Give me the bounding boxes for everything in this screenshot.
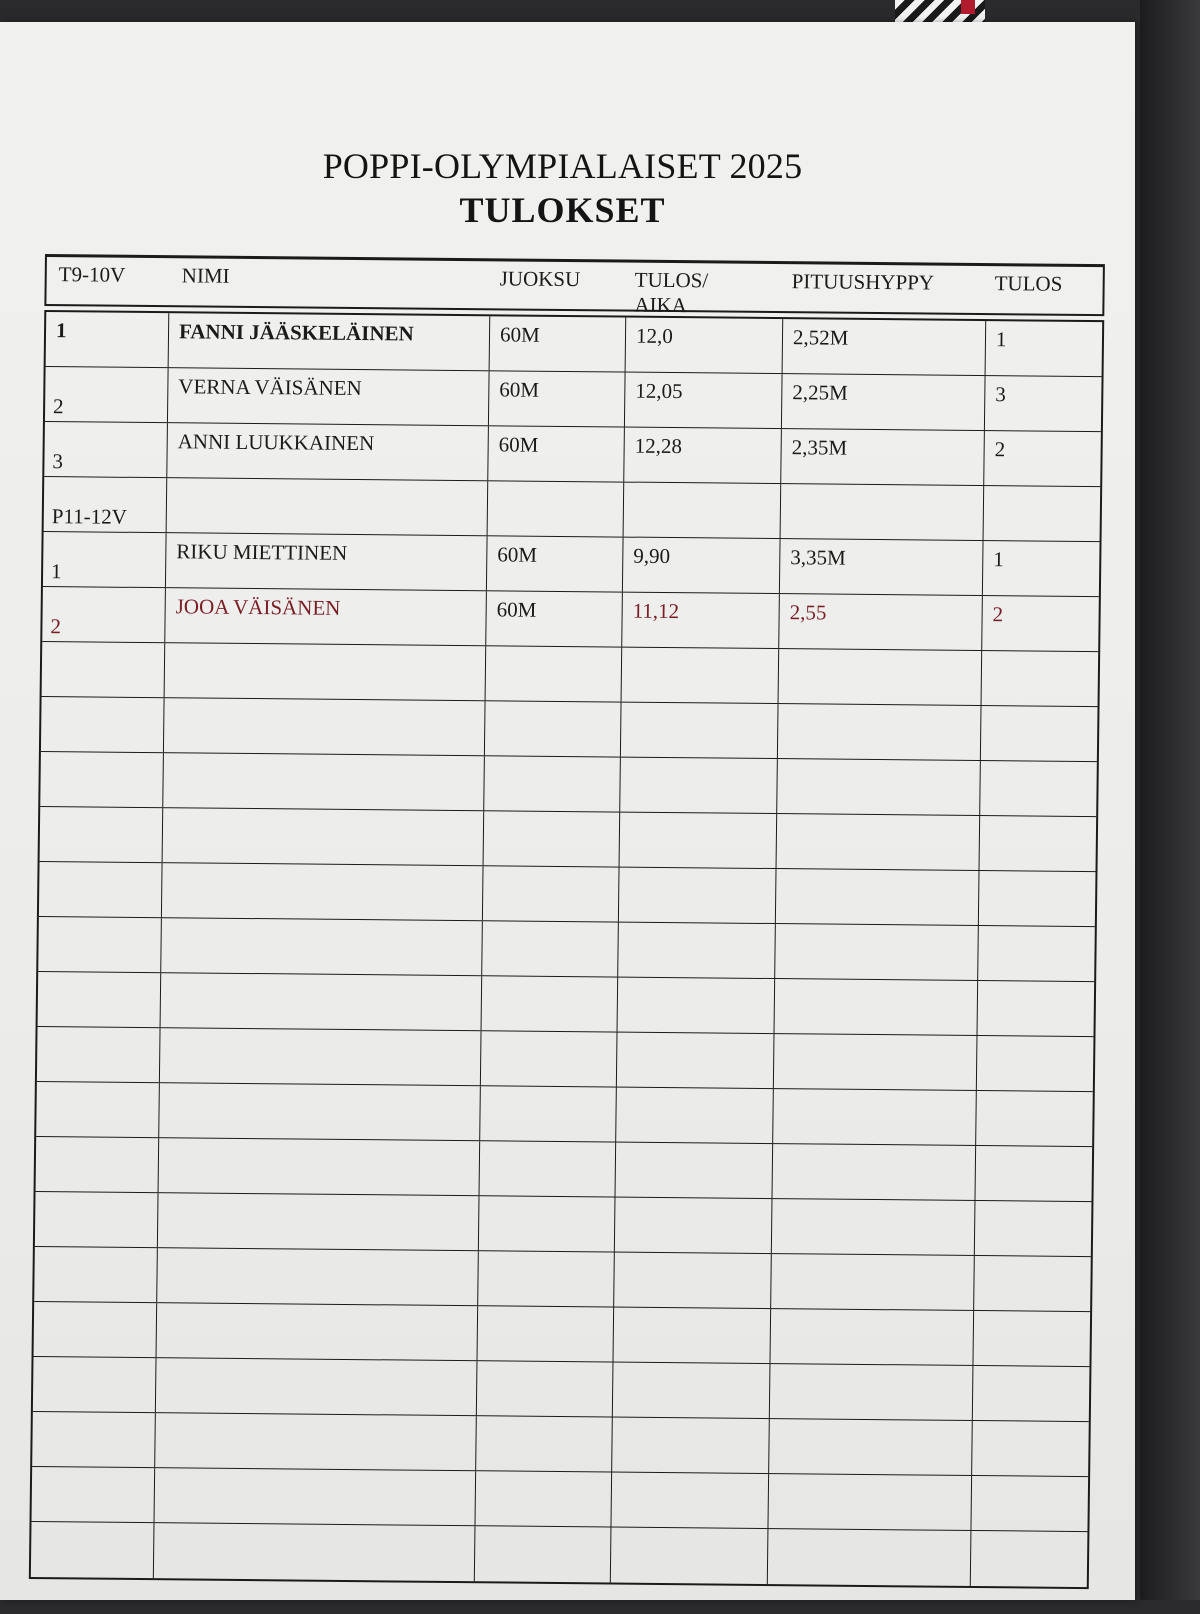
- empty-cell: [154, 1523, 476, 1581]
- result-cell: [983, 541, 1100, 596]
- result-text: 1: [993, 547, 1004, 572]
- empty-table-row: [32, 1412, 1089, 1477]
- empty-table-row: [34, 1302, 1091, 1367]
- header-name: NIMI: [181, 263, 230, 288]
- rank-cell: [45, 367, 169, 422]
- jump-cell: [781, 484, 985, 540]
- empty-cell: [31, 1522, 155, 1578]
- empty-cell: [486, 646, 623, 701]
- header-result: TULOS: [994, 271, 1063, 296]
- empty-cell: [616, 1143, 774, 1199]
- empty-table-row: [40, 752, 1097, 817]
- empty-cell: [616, 1088, 774, 1144]
- empty-cell: [971, 1531, 1088, 1587]
- table-row: [44, 422, 1101, 487]
- empty-cell: [611, 1528, 769, 1585]
- empty-cell: [481, 1031, 618, 1086]
- result-text: 3: [995, 382, 1006, 407]
- empty-cell: [475, 1471, 612, 1526]
- name-text: FANNI JÄÄSKELÄINEN: [178, 319, 414, 346]
- empty-cell: [32, 1467, 156, 1522]
- run-text: 60M: [499, 322, 540, 347]
- name-cell: [169, 313, 491, 370]
- empty-cell: [773, 1089, 977, 1145]
- empty-cell: [972, 1421, 1089, 1476]
- empty-cell: [771, 1254, 975, 1310]
- result-cell: [986, 321, 1103, 376]
- empty-cell: [36, 1082, 160, 1137]
- run-cell: [488, 426, 625, 481]
- run-text: 60M: [499, 377, 540, 402]
- time-cell: [624, 428, 782, 484]
- time-text: 12,05: [635, 378, 683, 404]
- empty-cell: [973, 1366, 1090, 1421]
- run-cell: [487, 536, 624, 591]
- run-cell: [490, 316, 627, 371]
- time-cell: [626, 318, 784, 374]
- empty-cell: [476, 1416, 613, 1471]
- rank-cell: [43, 532, 167, 587]
- empty-table-row: [38, 917, 1095, 982]
- empty-cell: [772, 1144, 976, 1200]
- empty-cell: [977, 1036, 1094, 1091]
- table-row: [42, 587, 1099, 652]
- empty-cell: [982, 651, 1099, 706]
- empty-table-row: [32, 1467, 1089, 1532]
- empty-cell: [34, 1302, 158, 1357]
- empty-cell: [775, 979, 979, 1035]
- rank-text: 3: [52, 449, 64, 474]
- empty-cell: [35, 1192, 159, 1247]
- empty-cell: [38, 972, 162, 1027]
- empty-cell: [480, 1086, 617, 1141]
- empty-table-row: [33, 1357, 1090, 1422]
- empty-cell: [621, 703, 779, 759]
- empty-cell: [482, 976, 619, 1031]
- empty-table-row: [39, 862, 1096, 927]
- time-cell: [625, 373, 783, 429]
- name-text: RIKU MIETTINEN: [176, 539, 348, 565]
- empty-cell: [775, 924, 979, 980]
- empty-cell: [622, 648, 780, 704]
- empty-cell: [976, 1091, 1093, 1146]
- result-cell: [984, 486, 1101, 541]
- header-run: JUOKSU: [499, 266, 581, 292]
- result-text: 2: [994, 437, 1006, 462]
- empty-cell: [161, 918, 483, 975]
- table-row: [45, 367, 1102, 432]
- empty-cell: [619, 868, 777, 924]
- empty-cell: [484, 756, 621, 811]
- run-text: 60M: [497, 542, 538, 567]
- table-body: [29, 310, 1104, 1589]
- empty-cell: [778, 704, 982, 760]
- empty-cell: [615, 1198, 773, 1254]
- empty-cell: [38, 917, 162, 972]
- empty-cell: [618, 923, 776, 979]
- jump-text: 2,25M: [792, 380, 848, 405]
- name-cell: [167, 423, 489, 480]
- empty-cell: [475, 1526, 612, 1582]
- empty-table-row: [41, 697, 1098, 762]
- empty-cell: [611, 1473, 769, 1529]
- empty-cell: [620, 758, 778, 814]
- empty-cell: [155, 1468, 477, 1525]
- rank-cell: [42, 587, 166, 642]
- time-cell: [624, 483, 782, 539]
- empty-cell: [977, 981, 1094, 1036]
- empty-cell: [485, 701, 622, 756]
- empty-cell: [39, 862, 163, 917]
- empty-cell: [478, 1251, 615, 1306]
- empty-table-row: [36, 1082, 1093, 1147]
- empty-cell: [163, 753, 485, 810]
- empty-table-row: [35, 1192, 1092, 1257]
- document-title: POPPI-OLYMPIALAISET 2025: [322, 146, 803, 186]
- result-cell: [984, 431, 1101, 486]
- jump-text: 3,35M: [790, 545, 846, 570]
- empty-cell: [478, 1306, 615, 1361]
- empty-cell: [482, 921, 619, 976]
- empty-cell: [477, 1361, 614, 1416]
- jump-cell: [783, 319, 987, 375]
- name-text: ANNI LUUKKAINEN: [177, 429, 375, 456]
- empty-cell: [614, 1253, 772, 1309]
- time-cell: [623, 538, 781, 594]
- rank-text: 2: [52, 394, 64, 419]
- empty-cell: [971, 1476, 1088, 1531]
- header-group: T9-10V: [58, 262, 126, 287]
- name-text: VERNA VÄISÄNEN: [178, 374, 362, 401]
- empty-cell: [160, 1028, 482, 1085]
- empty-cell: [34, 1247, 158, 1302]
- rank-text: 2: [50, 614, 62, 639]
- header-time-line2: AIKA: [634, 292, 688, 318]
- jump-cell: [780, 539, 984, 595]
- empty-cell: [42, 642, 166, 697]
- header-time-line1: TULOS/: [634, 267, 709, 293]
- header-long-jump: PITUUSHYPPY: [791, 269, 935, 295]
- empty-cell: [158, 1193, 480, 1250]
- run-cell: [486, 591, 623, 646]
- empty-table-row: [40, 807, 1097, 872]
- empty-cell: [41, 697, 165, 752]
- empty-cell: [159, 1138, 481, 1195]
- background-surface: [1140, 0, 1200, 1600]
- result-text: 1: [995, 327, 1007, 352]
- empty-cell: [975, 1201, 1092, 1256]
- empty-cell: [165, 643, 487, 700]
- time-text: 12,0: [635, 323, 673, 349]
- jump-text: 2,55: [789, 600, 827, 625]
- time-cell: [622, 593, 780, 649]
- jump-cell: [779, 594, 983, 650]
- empty-cell: [37, 1027, 161, 1082]
- result-cell: [982, 596, 1099, 651]
- empty-cell: [163, 808, 485, 865]
- name-cell: [168, 368, 490, 425]
- empty-cell: [774, 1034, 978, 1090]
- empty-cell: [164, 698, 486, 755]
- time-text: 9,90: [633, 543, 671, 569]
- empty-table-row: [42, 642, 1099, 707]
- empty-table-row: [31, 1522, 1088, 1587]
- empty-table-row: [38, 972, 1095, 1037]
- empty-cell: [768, 1474, 972, 1530]
- empty-cell: [156, 1358, 478, 1415]
- empty-table-row: [37, 1027, 1094, 1092]
- empty-cell: [40, 752, 164, 807]
- rank-cell: [44, 422, 168, 477]
- empty-cell: [33, 1357, 157, 1412]
- empty-cell: [479, 1196, 616, 1251]
- empty-cell: [772, 1199, 976, 1255]
- name-cell: [165, 588, 487, 645]
- run-cell: [488, 481, 625, 536]
- empty-cell: [36, 1137, 160, 1192]
- table-header: [44, 254, 1105, 316]
- empty-cell: [480, 1141, 617, 1196]
- name-cell: [166, 533, 488, 590]
- empty-cell: [155, 1413, 477, 1470]
- empty-table-row: [34, 1247, 1091, 1312]
- empty-cell: [618, 978, 776, 1034]
- empty-cell: [484, 811, 621, 866]
- empty-cell: [483, 866, 620, 921]
- empty-cell: [612, 1418, 770, 1474]
- name-cell: [167, 478, 489, 535]
- striped-object: [895, 0, 985, 22]
- empty-cell: [770, 1364, 974, 1420]
- empty-cell: [777, 759, 981, 815]
- empty-cell: [613, 1363, 771, 1419]
- empty-cell: [980, 816, 1097, 871]
- empty-cell: [974, 1256, 1091, 1311]
- empty-cell: [157, 1303, 479, 1360]
- empty-table-row: [36, 1137, 1093, 1202]
- empty-cell: [162, 863, 484, 920]
- jump-text: 2,35M: [791, 435, 848, 460]
- empty-cell: [617, 1033, 775, 1089]
- rank-text: 1: [50, 559, 62, 584]
- rank-text: 1: [55, 318, 67, 343]
- empty-cell: [40, 807, 164, 862]
- empty-cell: [779, 649, 983, 705]
- empty-cell: [159, 1083, 481, 1140]
- empty-cell: [157, 1248, 479, 1305]
- empty-cell: [769, 1419, 973, 1475]
- empty-cell: [978, 926, 1095, 981]
- empty-cell: [161, 973, 483, 1030]
- empty-cell: [981, 706, 1098, 761]
- empty-cell: [979, 871, 1096, 926]
- empty-cell: [32, 1412, 156, 1467]
- result-cell: [985, 376, 1102, 431]
- empty-cell: [975, 1146, 1092, 1201]
- empty-cell: [980, 761, 1097, 816]
- run-cell: [489, 371, 626, 426]
- empty-cell: [777, 814, 981, 870]
- document-subtitle: TULOKSET: [459, 190, 666, 230]
- result-text: 2: [992, 602, 1004, 627]
- empty-cell: [613, 1308, 771, 1364]
- empty-cell: [776, 869, 980, 925]
- empty-cell: [768, 1529, 972, 1586]
- name-text: JOOA VÄISÄNEN: [175, 594, 341, 620]
- run-text: 60M: [498, 432, 539, 457]
- time-text: 12,28: [634, 433, 683, 459]
- table-row: [43, 532, 1100, 597]
- jump-cell: [782, 374, 986, 430]
- rank-cell: [44, 477, 168, 532]
- header-time: [634, 268, 708, 319]
- results-table: [29, 254, 1105, 1614]
- rank-cell: [46, 312, 170, 367]
- empty-cell: [620, 813, 778, 869]
- empty-cell: [973, 1311, 1090, 1366]
- jump-cell: [781, 429, 985, 485]
- run-text: 60M: [496, 597, 537, 622]
- jump-text: 2,52M: [792, 325, 849, 350]
- time-text: 11,12: [632, 598, 680, 624]
- empty-cell: [770, 1309, 974, 1365]
- paper-sheet: [0, 22, 1135, 1600]
- rank-text: P11-12V: [51, 504, 128, 529]
- table-row: [46, 312, 1103, 377]
- table-row: [44, 477, 1101, 542]
